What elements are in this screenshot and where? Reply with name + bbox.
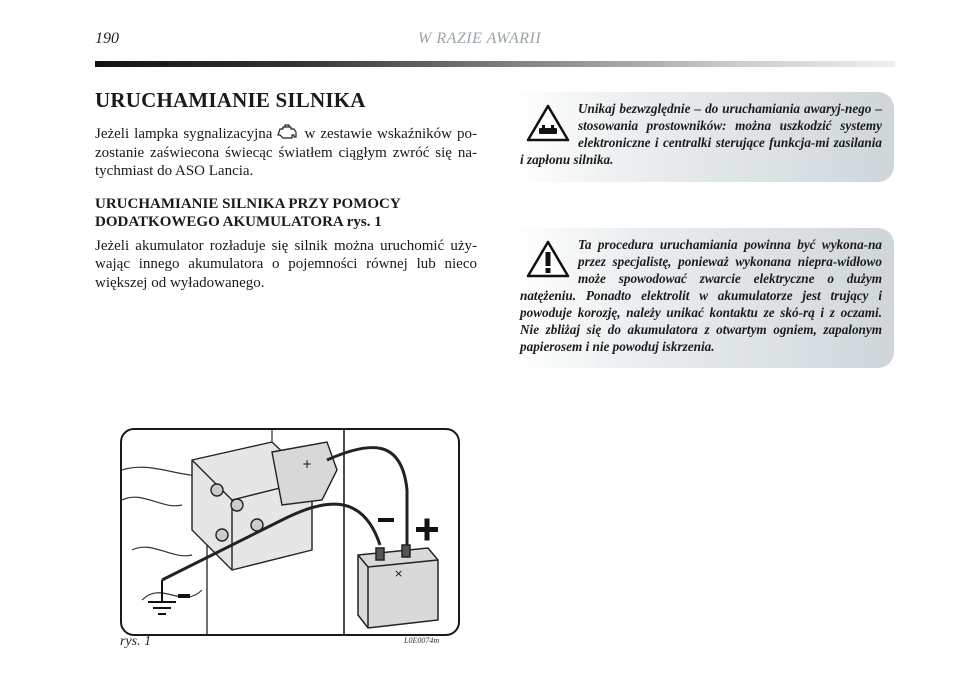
car-battery-warning-icon xyxy=(526,104,570,142)
subsection-title-text: URUCHAMIANIE SILNIKA PRZY POMOCY DODATKOWEGO AKUMULATORA xyxy=(95,195,401,230)
svg-text:+: + xyxy=(302,457,313,471)
engine-warning-icon xyxy=(277,123,299,141)
booster-battery xyxy=(358,545,438,628)
positive-terminal-cover xyxy=(272,442,337,505)
intro-text-before: Jeżeli lampka sygnalizacyjna xyxy=(95,126,273,142)
subsection-title xyxy=(95,195,477,231)
figure-jump-start xyxy=(120,428,460,636)
main-column xyxy=(95,88,477,306)
warning-box-specialist xyxy=(510,228,894,368)
figure-code: L0E0074m xyxy=(404,636,440,645)
figure-caption: rys. 1 xyxy=(120,634,152,649)
exclamation-warning-icon xyxy=(526,240,570,278)
warning-box-rectifier xyxy=(510,92,894,182)
intro-paragraph xyxy=(95,123,477,181)
jump-start-illustration xyxy=(122,430,458,634)
page-title: URUCHAMIANIE SILNIKA xyxy=(95,88,366,112)
warning-text-specialist: Ta procedura uruchamiania powinna być wykona-na przez specjalistę, ponieważ wykonana niepra-widłowo może spowodować zwarcie elektryczne o dużym natężeniu. Ponadto elektrolit w akumulatorze jest trujący i powoduje korozję, należy unikać kontaktu ze skó-rą i z oczami. Nie zbliżaj się do akumulatora z otwartym ogniem, zapalonym papierosem i nie powoduj iskrzenia. xyxy=(520,237,882,354)
svg-text:×: × xyxy=(394,567,404,580)
header-rule xyxy=(95,61,895,67)
procedure-paragraph: Jeżeli akumulator rozładuje się silnik można uruchomić uży-wając innego akumulatora o pojemności równej lub nieco większej od wyładowanego. xyxy=(95,237,477,291)
positive-cable xyxy=(327,448,407,545)
page-number: 190 xyxy=(95,30,119,47)
section-title: W RAZIE AWARII xyxy=(418,30,542,47)
warning-text-rectifier: Unikaj bezwzględnie – do uruchamiania awaryj-nego – stosowania prostowników: można uszkodzić systemy elektroniczne i centralki sterujące funkcja-mi zasilania i zapłonu silnika. xyxy=(520,101,882,167)
figure-reference: rys. 1 xyxy=(346,213,382,230)
ground-symbol xyxy=(148,580,190,614)
intro-text-after: w zestawie wskaźników po-zostanie zaświecona świecąc światłem ciągłym zwróć się na-tychmiast do ASO Lancia. xyxy=(95,126,477,179)
